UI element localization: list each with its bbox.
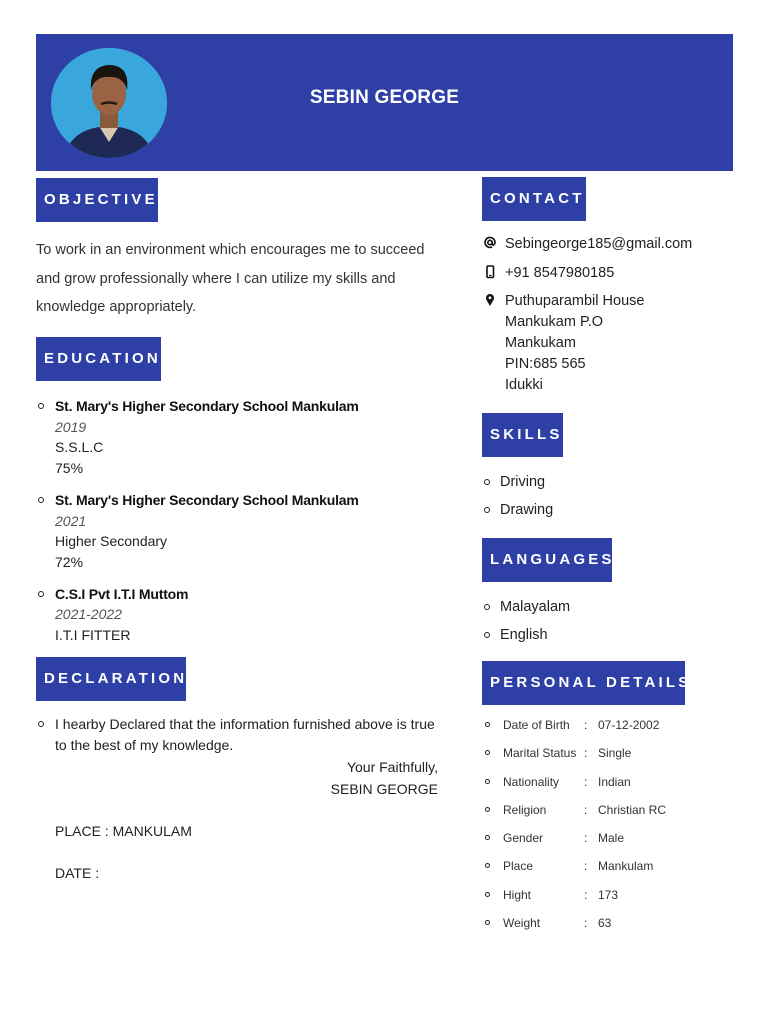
detail-key: Place [503, 859, 534, 874]
place-text: PLACE : MANKULAM [55, 823, 192, 839]
education-course: I.T.I FITTER [55, 627, 131, 644]
language-item: Malayalam [482, 597, 570, 617]
address-line: Mankukam [505, 335, 576, 351]
detail-key: Nationality [503, 774, 560, 789]
objective-heading: OBJECTIVE [36, 178, 158, 222]
personal-detail-row [482, 856, 666, 884]
detail-value: Single [598, 746, 632, 761]
education-list [36, 396, 456, 657]
skill-item: Driving [482, 472, 553, 492]
address-line: Puthuparambil House [505, 293, 645, 309]
personal-details-heading: PERSONAL DETAILS [482, 661, 685, 705]
education-heading: EDUCATION [36, 337, 161, 381]
languages-heading: LANGUAGES [482, 538, 612, 582]
detail-key: Hight [503, 887, 532, 902]
school-name: St. Mary's Higher Secondary School Mankulam [55, 491, 359, 508]
personal-detail-row [482, 800, 666, 828]
detail-colon: : [584, 887, 588, 902]
declaration-heading: DECLARATION [36, 657, 186, 701]
languages-list [482, 597, 570, 654]
detail-colon: : [584, 916, 588, 931]
address-line: Mankukam P.O [505, 314, 604, 330]
contact-phone-row [482, 263, 752, 284]
personal-detail-row [482, 743, 666, 771]
language-item: English [482, 625, 570, 645]
declaration-text: I hearby Declared that the information furnished above is true to the best of my knowledge. [36, 714, 438, 756]
personal-detail-row [482, 913, 666, 941]
detail-value: 63 [598, 916, 612, 931]
detail-colon: : [584, 774, 588, 789]
education-year: 2021 [55, 512, 87, 529]
education-item [36, 584, 456, 646]
declaration-section [36, 714, 438, 884]
address-line: Idukki [505, 377, 543, 393]
school-name: C.S.I Pvt I.T.I Muttom [55, 585, 189, 602]
detail-colon: : [584, 831, 588, 846]
education-score: 72% [55, 553, 84, 570]
resume-header [36, 34, 733, 171]
at-icon [484, 236, 496, 250]
personal-detail-row [482, 828, 666, 856]
detail-key: Date of Birth [503, 718, 570, 732]
detail-value: 173 [598, 887, 619, 902]
contact-email-row [482, 234, 752, 255]
detail-colon: : [584, 802, 588, 817]
detail-key: Gender [503, 831, 544, 846]
detail-key: Weight [503, 916, 541, 931]
personal-detail-row [482, 885, 666, 913]
school-name: St. Mary's Higher Secondary School Mankulam [55, 398, 359, 414]
address-line: PIN:685 565 [505, 356, 586, 372]
email-link[interactable]: Sebingeorge185@gmail.com [505, 236, 693, 252]
detail-key: Marital Status [503, 746, 577, 761]
skills-heading: SKILLS [482, 413, 563, 457]
education-year: 2019 [55, 418, 87, 435]
detail-value: Male [598, 831, 625, 846]
contact-heading: CONTACT [482, 177, 586, 221]
detail-colon: : [584, 746, 588, 761]
detail-value: Christian RC [598, 802, 667, 817]
education-year: 2021-2022 [55, 606, 122, 623]
personal-detail-row [482, 715, 666, 743]
objective-text: To work in an environment which encourages me to succeed and grow professionally where I can utilize my skills and knowledge appropriately. [36, 242, 425, 315]
map-pin-icon [484, 293, 496, 307]
education-course: Higher Secondary [55, 533, 168, 550]
detail-value: Indian [598, 774, 631, 789]
detail-value: 07-12-2002 [598, 718, 660, 732]
detail-colon: : [584, 859, 588, 874]
education-course: S.S.L.C [55, 439, 104, 456]
education-item [36, 396, 456, 479]
contact-address-row [482, 291, 752, 396]
detail-colon: : [584, 718, 588, 732]
closing-text: Your Faithfully, [346, 759, 438, 775]
candidate-name: SEBIN GEORGE [309, 87, 460, 108]
education-score: 75% [55, 460, 84, 477]
signature-name: SEBIN GEORGE [330, 781, 438, 797]
education-item [36, 490, 456, 573]
skills-list [482, 472, 553, 529]
date-text: DATE : [55, 865, 100, 881]
detail-key: Religion [503, 802, 547, 817]
personal-detail-row [482, 772, 666, 800]
mobile-phone-icon [484, 265, 496, 279]
contact-section [482, 234, 752, 404]
detail-value: Mankulam [598, 859, 654, 874]
skill-item: Drawing [482, 500, 553, 520]
phone-number[interactable]: +91 8547980185 [505, 264, 615, 281]
personal-details-list [482, 715, 666, 941]
